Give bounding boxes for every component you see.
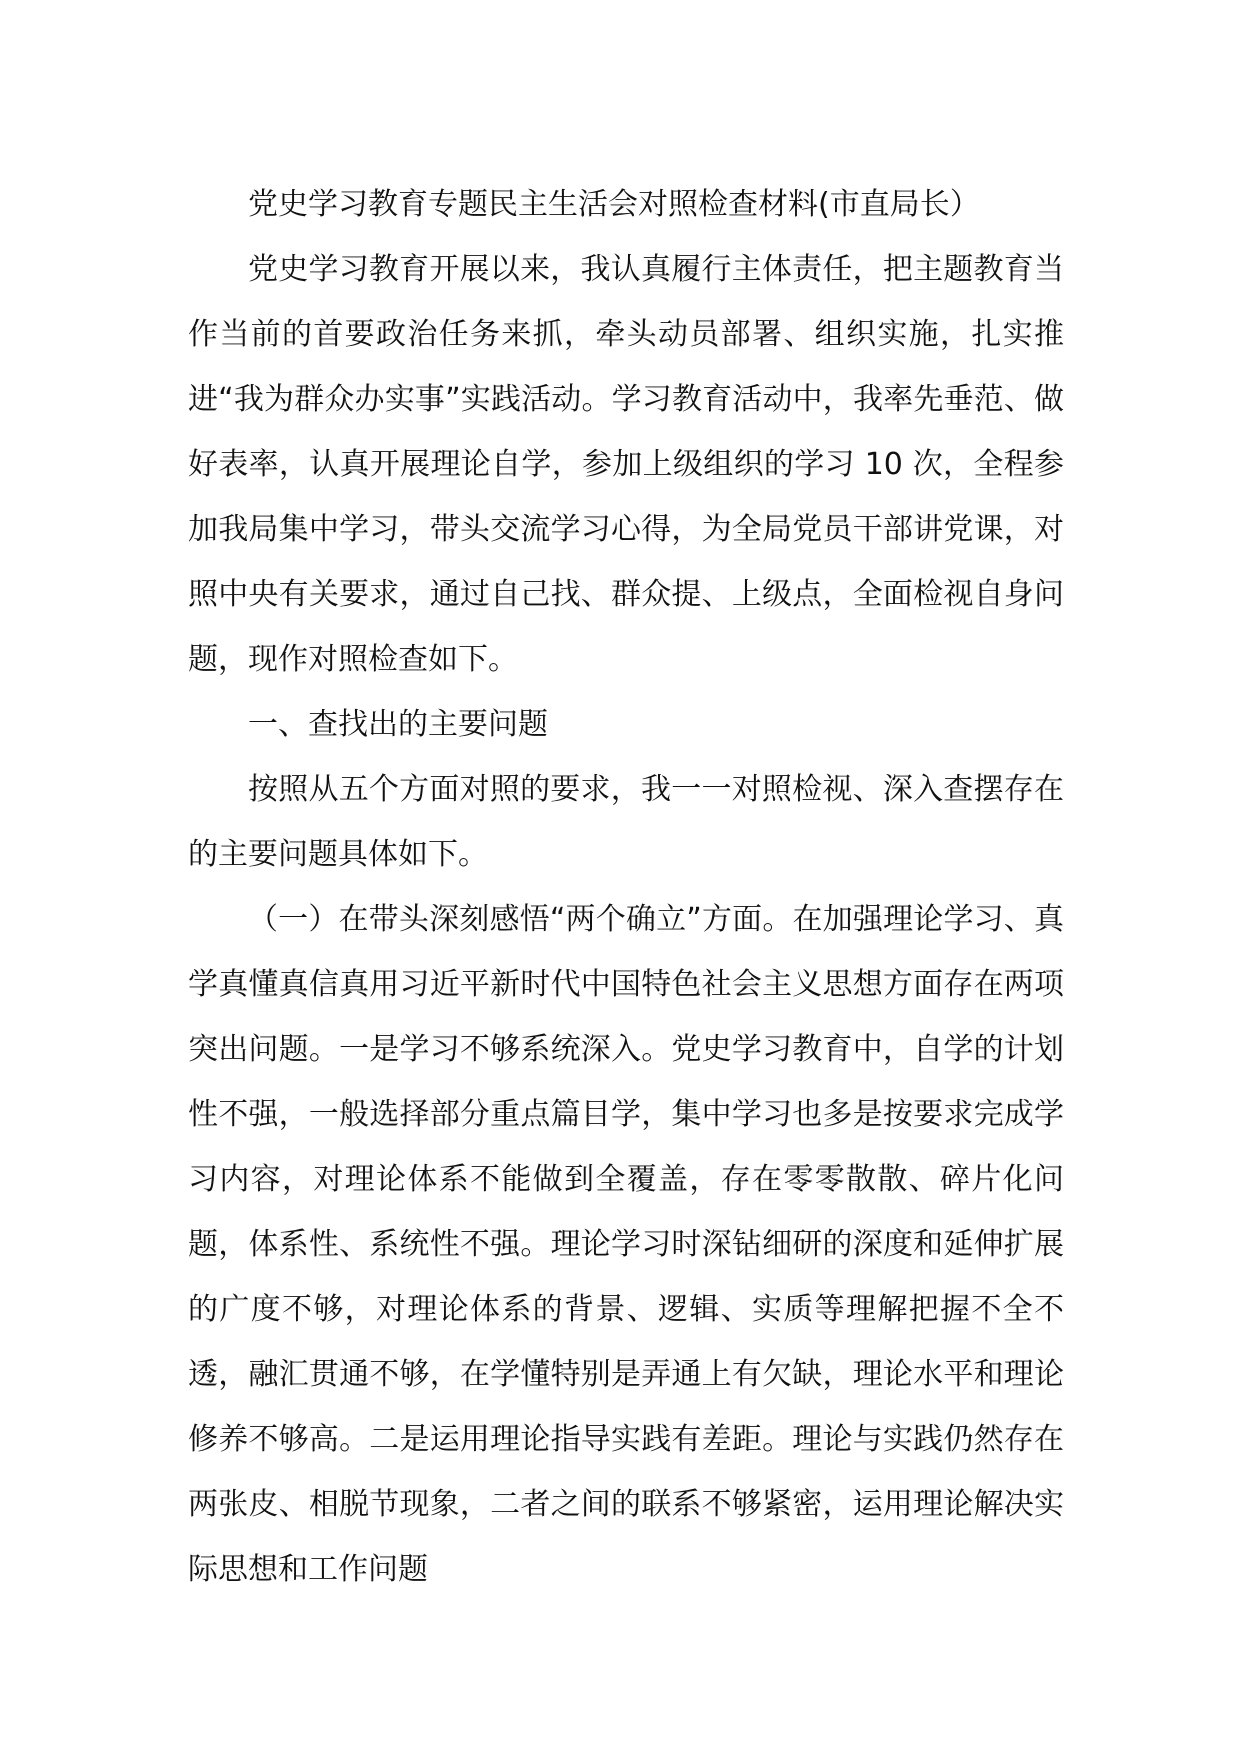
document-title: 党史学习教育专题民主生活会对照检查材料(市直局长） <box>248 187 980 222</box>
paragraph-section-one: （一）在带头深刻感悟“两个确立”方面。在加强理论学习、真学真懂真信真用习近平新时代中国特色社会主义思想方面存在两项突出问题。一是学习不够系统深入。党史学习教育中，自学的计划性不强，一般选择部分重点篇目学，集中学习也多是按要求完成学习内容，对理论体系不能做到全覆盖，存在零零散散、碎片化问题，体系性、系统性不强。理论学习时深钻细研的深度和延伸扩展的广度不够，对理论体系的背景、逻辑、实质等理解把握不全不透，融汇贯通不够，在学懂特别是弄通上有欠缺，理论水平和理论修养不够高。二是运用理论指导实践有差距。理论与实践仍然存在两张皮、相脱节现象，二者之间的联系不够紧密，运用理论解决实际思想和工作问题 <box>188 902 1064 1587</box>
paragraph-intro: 党史学习教育开展以来，我认真履行主体责任，把主题教育当作当前的首要政治任务来抓，牵头动员部署、组织实施，扎实推进“我为群众办实事”实践活动。学习教育活动中，我率先垂范、做好表率，认真开展理论自学，参加上级组织的学习 10 次，全程参加我局集中学习，带头交流学习心得，为全局党员干部讲党课，对照中央有关要求，通过自己找、群众提、上级点，全面检视自身问题，现作对照检查如下。 <box>188 252 1064 677</box>
section-heading-main-problems: 一、查找出的主要问题 <box>248 707 548 742</box>
document-body <box>188 172 1064 1602</box>
paragraph-problems-overview: 按照从五个方面对照的要求，我一一对照检视、深入查摆存在的主要问题具体如下。 <box>188 772 1064 872</box>
